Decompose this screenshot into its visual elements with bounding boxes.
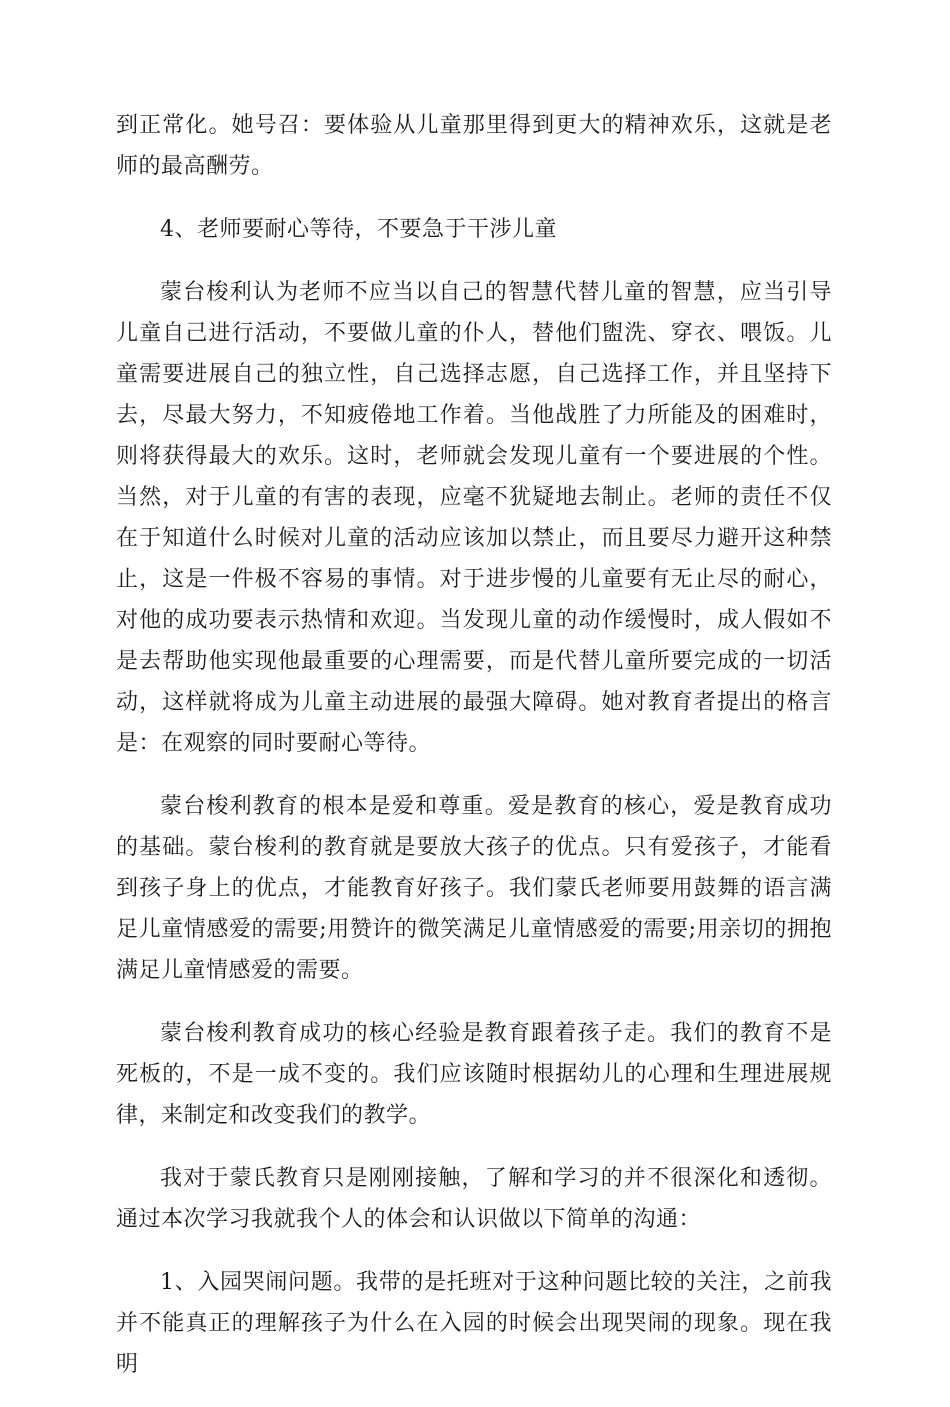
section-heading-4: 4、老师要耐心等待，不要急于干涉儿童	[160, 217, 557, 242]
paragraph-teacher-patience: 蒙台梭利认为老师不应当以自己的智慧代替儿童的智慧，应当引导儿童自己进行活动，不要做儿童的仆人，替他们盥洗、穿衣、喂饭。儿童需要进展自己的独立性，自己选择志愿，自己选择工作，并且坚持下去，尽最大努力，不知疲倦地工作着。当他战胜了力所能及的困难时，则将获得最大的欢乐。这时，老师就会发现儿童有一个要进展的个性。当然，对于儿童的有害的表现，应毫不犹疑地去制止。老师的责任不仅在于知道什么时候对儿童的活动应该加以禁止，而且要尽力避开这种禁止，这是一件极不容易的事情。对于进步慢的儿童要有无止尽的耐心，对他的成功要表示热情和欢迎。当发现儿童的动作缓慢时，成人假如不是去帮助他实现他最重要的心理需要，而是代替儿童所要完成的一切活动，这样就将成为儿童主动进展的最强大障碍。她对教育者提出的格言是：在观察的同时要耐心等待。	[116, 280, 832, 756]
paragraph-personal-reflection: 我对于蒙氏教育只是刚刚接触，了解和学习的并不很深化和透彻。通过本次学习我就我个人的体会和认识做以下简单的沟通：	[116, 1166, 832, 1232]
paragraph-crying-issue: 1、入园哭闹问题。我带的是托班对于这种问题比较的关注，之前我并不能真正的理解孩子为什么在入园的时候会出现哭闹的现象。现在我明	[116, 1270, 832, 1377]
document-page	[116, 105, 832, 1407]
paragraph-love-respect: 蒙台梭利教育的根本是爱和尊重。爱是教育的核心，爱是教育成功的基础。蒙台梭利的教育就是要放大孩子的优点。只有爱孩子，才能看到孩子身上的优点，才能教育好孩子。我们蒙氏老师要用鼓舞的语言满足儿童情感爱的需要;用赞许的微笑满足儿童情感爱的需要;用亲切的拥抱满足儿童情感爱的需要。	[116, 794, 832, 983]
paragraph-follow-child: 蒙台梭利教育成功的核心经验是教育跟着孩子走。我们的教育不是死板的，不是一成不变的。我们应该随时根据幼儿的心理和生理进展规律，来制定和改变我们的教学。	[116, 1021, 832, 1128]
paragraph-continuation: 到正常化。她号召：要体验从儿童那里得到更大的精神欢乐，这就是老师的最高酬劳。	[116, 113, 832, 179]
